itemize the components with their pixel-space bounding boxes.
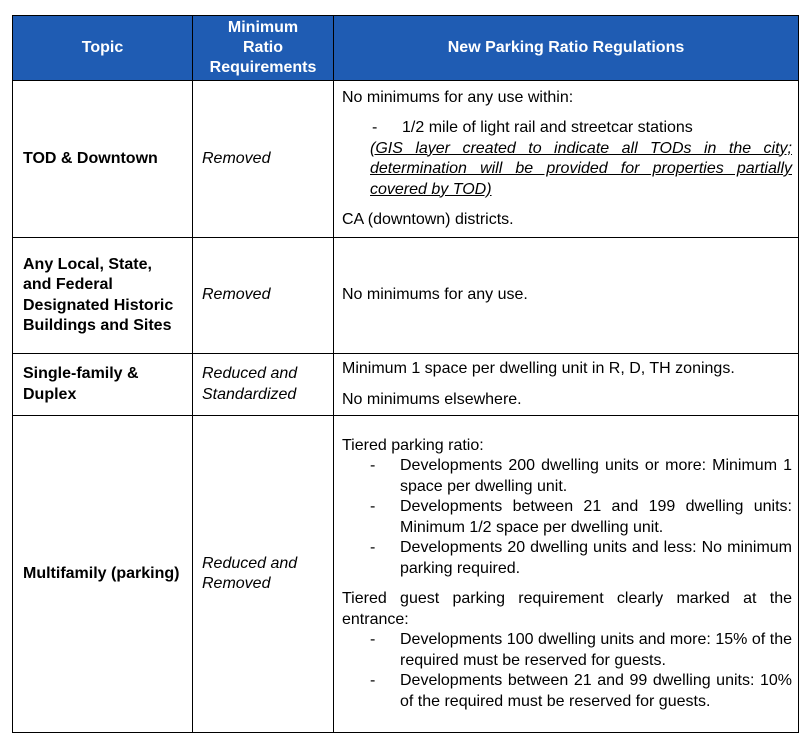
ratio-cell: Removed xyxy=(193,238,334,354)
regulation-bullet xyxy=(342,118,792,139)
topic-cell: Multifamily (parking) xyxy=(13,416,193,733)
bullet-dash: - xyxy=(370,631,376,649)
bullet-text: Developments 200 dwelling units or more: Minimum 1 space per dwelling unit. xyxy=(400,457,792,495)
regulation-cell: No minimums for any use. xyxy=(334,238,799,354)
table-row xyxy=(13,416,799,733)
topic-cell: Single-family & Duplex xyxy=(13,354,193,416)
header-topic: Topic xyxy=(13,16,193,81)
bullet-text: Developments 20 dwelling units and less: No minimum parking required. xyxy=(400,539,792,577)
regulation-bullet xyxy=(342,456,792,497)
bullet-dash: - xyxy=(370,498,376,516)
regulation-intro: Tiered parking ratio: xyxy=(342,436,484,454)
ratio-cell: Reduced and Removed xyxy=(193,416,334,733)
regulation-line: Minimum 1 space per dwelling unit in R, D, TH zonings. xyxy=(342,360,735,377)
bullet-text: Developments 100 dwelling units and more: 15% of the required must be reserved for guests. xyxy=(400,631,792,669)
ratio-cell: Removed xyxy=(193,81,334,238)
regulation-bullet xyxy=(342,538,792,579)
header-row xyxy=(13,16,799,81)
bullet-dash: - xyxy=(372,119,378,136)
table-row xyxy=(13,354,799,416)
bullet-dash: - xyxy=(370,457,376,475)
regulation-bullet xyxy=(342,630,792,671)
header-minimum-ratio xyxy=(193,16,334,81)
header-ratio-line2: Ratio xyxy=(243,39,283,56)
bullet-dash: - xyxy=(370,539,376,557)
regulation-intro: No minimums for any use within: xyxy=(342,88,574,106)
bullet-text: 1/2 mile of light rail and streetcar stations xyxy=(402,119,693,136)
bullet-text: Developments between 21 and 199 dwelling units: Minimum 1/2 space per dwelling unit. xyxy=(400,498,792,536)
bullet-text: Developments between 21 and 99 dwelling units: 10% of the required must be reserved for guests. xyxy=(400,672,792,710)
header-ratio-line3: Requirements xyxy=(209,59,317,76)
ratio-cell: Reduced and Standardized xyxy=(193,354,334,416)
regulation-line: No minimums elsewhere. xyxy=(342,390,522,408)
topic-cell: TOD & Downtown xyxy=(13,81,193,238)
bullet-dash: - xyxy=(370,672,376,690)
table-row xyxy=(13,238,799,354)
regulation-cell xyxy=(334,416,799,733)
regulation-cell xyxy=(334,354,799,416)
regulation-guest-intro: Tiered guest parking requirement clearly marked at the entrance: xyxy=(342,590,792,628)
header-regulations: New Parking Ratio Regulations xyxy=(334,16,799,81)
regulation-note: (GIS layer created to indicate all TODs in the city; determination will be provided for properties partially covered by TOD) xyxy=(370,139,792,198)
regulation-bullet xyxy=(342,497,792,538)
parking-regulations-table xyxy=(12,15,799,733)
regulation-bullet xyxy=(342,671,792,712)
regulation-cell xyxy=(334,81,799,238)
regulation-outro: CA (downtown) districts. xyxy=(342,211,514,228)
table-row xyxy=(13,81,799,238)
topic-cell: Any Local, State, and Federal Designated Historic Buildings and Sites xyxy=(13,238,193,354)
header-ratio-line1: Minimum xyxy=(227,19,299,36)
